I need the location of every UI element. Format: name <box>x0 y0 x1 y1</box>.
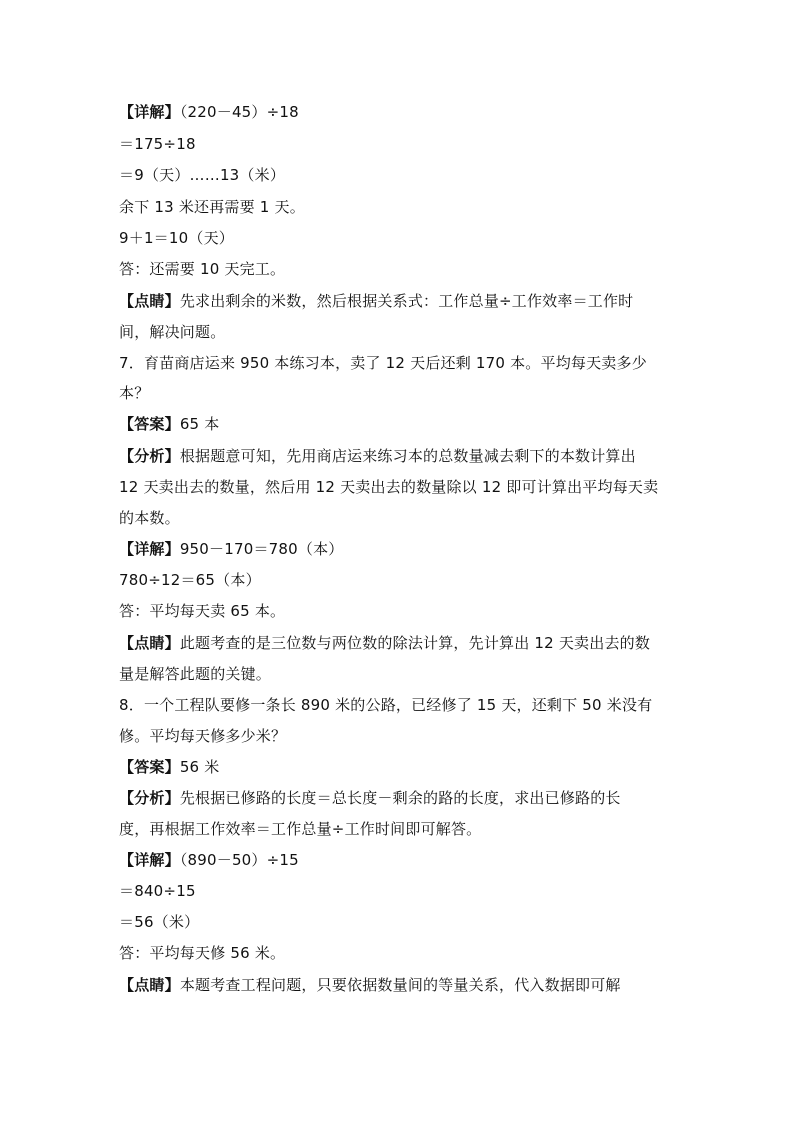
line-text: ＝175÷18 <box>119 135 196 153</box>
text-line <box>119 446 636 466</box>
line-text: （220－45）÷18 <box>179 103 299 121</box>
section-label: 【详解】 <box>119 540 180 558</box>
line-text: 修。平均每天修多少米？ <box>119 727 287 745</box>
question-line <box>119 695 652 715</box>
line-text: （890－50）÷15 <box>179 851 299 869</box>
line-text: 答：还需要 10 天完工。 <box>119 260 286 278</box>
section-label: 【点睛】 <box>119 634 180 652</box>
text-line <box>119 291 633 311</box>
line-text: 12 天卖出去的数量，然后用 12 天卖出去的数量除以 12 即可计算出平均每天卖 <box>119 478 659 496</box>
section-label: 【点睛】 <box>119 292 180 310</box>
question-line <box>119 383 149 403</box>
line-text: ＝56（米） <box>119 913 200 931</box>
line-text: ＝840÷15 <box>119 882 196 900</box>
text-line <box>119 197 305 217</box>
text-line <box>119 228 234 248</box>
text-line <box>119 664 271 684</box>
text-line <box>119 539 344 559</box>
line-text: 量是解答此题的关键。 <box>119 665 272 683</box>
text-line <box>119 477 658 497</box>
section-label: 【点睛】 <box>119 976 180 994</box>
section-label: 【详解】 <box>119 851 180 869</box>
text-line <box>119 102 299 122</box>
text-line <box>119 633 650 653</box>
text-line <box>119 850 299 870</box>
section-label: 【分析】 <box>119 789 180 807</box>
text-line <box>119 570 261 590</box>
line-text: 根据题意可知，先用商店运来练习本的总数量减去剩下的本数计算出 <box>179 447 636 465</box>
text-line <box>119 881 196 901</box>
line-text: 的本数。 <box>119 509 180 527</box>
line-text: 9＋1＝10（天） <box>119 229 234 247</box>
line-text: 先根据已修路的长度＝总长度－剩余的路的长度，求出已修路的长 <box>179 789 621 807</box>
line-text: 度，再根据工作效率＝工作总量÷工作时间即可解答。 <box>119 820 482 838</box>
text-line <box>119 912 199 932</box>
line-text: ＝9（天）……13（米） <box>119 166 286 184</box>
text-line <box>119 819 481 839</box>
text-line <box>119 788 621 808</box>
text-line <box>119 975 621 995</box>
section-label: 【详解】 <box>119 103 180 121</box>
text-line <box>119 165 285 185</box>
line-text: 间，解决问题。 <box>119 323 226 341</box>
line-text: 950－170＝780（本） <box>179 540 344 558</box>
line-text: 余下 13 米还再需要 1 天。 <box>119 198 305 216</box>
question-line <box>119 353 647 373</box>
line-text: 7．育苗商店运来 950 本练习本，卖了 12 天后还剩 170 本。平均每天卖多少 <box>119 354 647 372</box>
line-text: 780÷12＝65（本） <box>119 571 261 589</box>
line-text: 答：平均每天修 56 米。 <box>119 944 286 962</box>
line-text: 本题考查工程问题，只要依据数量间的等量关系，代入数据即可解 <box>179 976 621 994</box>
text-line <box>119 757 219 777</box>
text-line <box>119 601 285 621</box>
line-text: 答：平均每天卖 65 本。 <box>119 602 286 620</box>
line-text: 此题考查的是三位数与两位数的除法计算，先计算出 12 天卖出去的数 <box>179 634 651 652</box>
line-text: 本？ <box>119 384 150 402</box>
line-text: 先求出剩余的米数，然后根据关系式：工作总量÷工作效率＝工作时 <box>179 292 634 310</box>
text-line <box>119 134 196 154</box>
section-label: 【答案】 <box>119 415 180 433</box>
section-label: 【答案】 <box>119 758 180 776</box>
text-line <box>119 508 180 528</box>
text-line <box>119 322 225 342</box>
section-label: 【分析】 <box>119 447 180 465</box>
question-line <box>119 726 286 746</box>
line-text: 8．一个工程队要修一条长 890 米的公路，已经修了 15 天，还剩下 50 米没有 <box>119 696 653 714</box>
line-text: 56 米 <box>179 758 220 776</box>
line-text: 65 本 <box>179 415 220 433</box>
text-line <box>119 414 219 434</box>
text-line <box>119 259 285 279</box>
text-line <box>119 943 285 963</box>
